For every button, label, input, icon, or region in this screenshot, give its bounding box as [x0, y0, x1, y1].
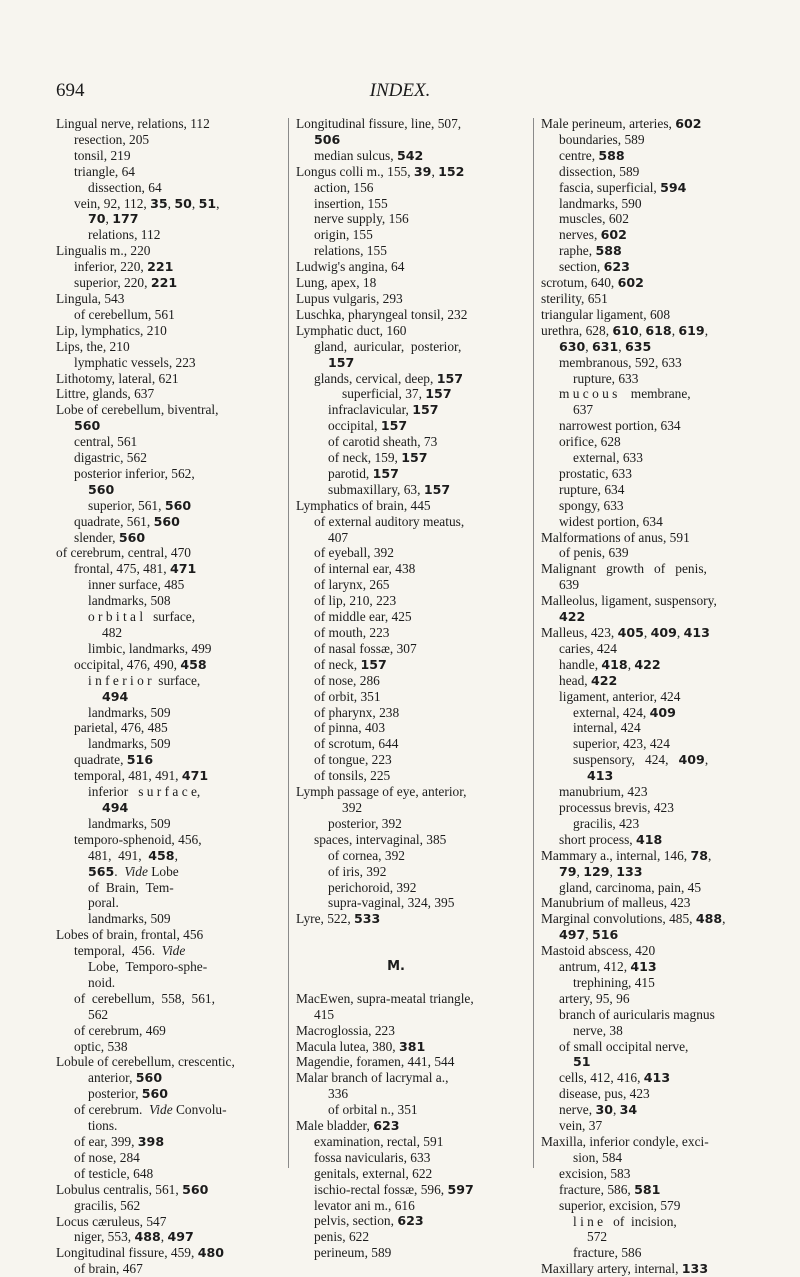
index-subentry: 506 [314, 131, 341, 147]
index-subentry: of cerebrum. Vide Convolu- [74, 1102, 227, 1118]
index-entry: Lung, apex, 18 [296, 275, 377, 291]
index-subentry: i n f e r i o r surface, [88, 672, 201, 688]
index-subentry: orifice, 628 [559, 434, 621, 450]
index-subentry: of eyeball, 392 [314, 545, 394, 561]
index-subentry: dissection, 64 [88, 179, 162, 195]
spacer [296, 943, 526, 959]
index-column-2 [296, 116, 526, 1261]
index-subentry: inferior s u r f a c e, [88, 784, 201, 800]
index-subentry: 494 [102, 799, 129, 815]
index-entry: Locus cæruleus, 547 [56, 1213, 167, 1229]
index-entry: Malleus, 423, 405, 409, 413 [541, 625, 710, 640]
index-subentry: of scrotum, 644 [314, 736, 399, 752]
index-subentry: occipital, 157 [328, 418, 408, 434]
index-subentry: excision, 583 [559, 1165, 631, 1181]
index-subentry: 560 [88, 481, 115, 497]
index-subentry: slender, 560 [74, 529, 146, 545]
index-subentry: anterior, 560 [88, 1070, 163, 1086]
index-subentry: of orbital n., 351 [328, 1102, 418, 1118]
index-subentry: tions. [88, 1118, 118, 1134]
index-subentry: of middle ear, 425 [314, 609, 412, 625]
index-subentry: central, 561 [74, 434, 138, 450]
index-subentry: 482 [102, 625, 123, 640]
index-subentry: landmarks, 508 [88, 593, 171, 609]
index-subentry: gracilis, 423 [573, 815, 640, 831]
index-subentry: posterior inferior, 562, [74, 465, 195, 481]
index-subentry: of small occipital nerve, [559, 1038, 689, 1054]
index-subentry: superficial, 37, 157 [342, 386, 452, 402]
index-subentry: of ear, 399, 398 [74, 1134, 165, 1149]
index-subentry: m u c o u s membrane, [559, 386, 691, 402]
index-entry: Lymphatics of brain, 445 [296, 497, 431, 513]
index-subentry: of neck, 159, 157 [328, 450, 428, 466]
index-column-1 [56, 116, 280, 1277]
index-subentry: 70, 177 [88, 211, 139, 227]
index-subentry: external, 424, 409 [573, 704, 676, 720]
index-subentry: quadrate, 516 [74, 752, 154, 768]
index-subentry: narrowest portion, 634 [559, 418, 681, 434]
index-entry: sterility, 651 [541, 290, 608, 306]
index-subentry: temporo-sphenoid, 456, [74, 831, 202, 847]
index-entry: Macula lutea, 380, 381 [296, 1038, 426, 1054]
index-entry: Ludwig's angina, 64 [296, 259, 405, 275]
index-subentry: nerves, 602 [559, 227, 627, 243]
index-subentry: antrum, 412, 413 [559, 959, 657, 975]
index-subentry: 562 [88, 1006, 109, 1022]
index-entry: Lithotomy, lateral, 621 [56, 370, 179, 386]
index-subentry: membranous, 592, 633 [559, 354, 682, 370]
index-entry: Lobe of cerebellum, biventral, [56, 402, 219, 418]
index-subentry: genitals, external, 622 [314, 1165, 433, 1181]
index-subentry: superior, 423, 424 [573, 736, 670, 752]
index-entry: Lyre, 522, 533 [296, 911, 381, 927]
index-subentry: landmarks, 509 [88, 736, 171, 752]
index-subentry: internal, 424 [573, 720, 641, 736]
index-subentry: of testicle, 648 [74, 1165, 154, 1181]
index-entry: Luschka, pharyngeal tonsil, 232 [296, 306, 468, 322]
index-subentry: of penis, 639 [559, 545, 629, 561]
index-subentry: 336 [328, 1086, 349, 1102]
index-subentry: parotid, 157 [328, 465, 399, 481]
index-subentry: limbic, landmarks, 499 [88, 640, 212, 656]
index-entry: Malleolus, ligament, suspensory, [541, 593, 717, 609]
index-subentry: of cerebrum, 469 [74, 1022, 166, 1038]
index-entry: Lingualis m., 220 [56, 243, 151, 259]
index-subentry: gland, carcinoma, pain, 45 [559, 879, 702, 895]
index-subentry: 560 [74, 418, 101, 434]
index-entry: Mastoid abscess, 420 [541, 943, 656, 959]
index-subentry: median sulcus, 542 [314, 147, 424, 163]
index-subentry: fossa navicularis, 633 [314, 1149, 431, 1165]
index-subentry: superior, 561, 560 [88, 497, 192, 513]
index-subentry: manubrium, 423 [559, 784, 648, 800]
index-entry: Lupus vulgaris, 293 [296, 290, 403, 306]
index-entry: Lymph passage of eye, anterior, [296, 784, 467, 800]
index-subentry: of nasal fossæ, 307 [314, 640, 417, 656]
index-subentry: rupture, 634 [559, 481, 625, 497]
index-subentry: 565. Vide Lobe [88, 863, 179, 879]
index-subentry: of larynx, 265 [314, 577, 390, 593]
index-subentry: gland, auricular, posterior, [314, 338, 462, 354]
index-entry: Lymphatic duct, 160 [296, 322, 407, 338]
index-subentry: of cerebellum, 561 [74, 306, 175, 322]
index-entry: Lips, the, 210 [56, 338, 130, 354]
index-subentry: infraclavicular, 157 [328, 402, 439, 418]
index-subentry: centre, 588 [559, 147, 625, 163]
index-subentry: gracilis, 562 [74, 1197, 141, 1213]
index-subentry: of cornea, 392 [328, 847, 405, 863]
index-subentry: perichoroid, 392 [328, 879, 417, 895]
index-subentry: penis, 622 [314, 1229, 370, 1245]
index-subentry: 630, 631, 635 [559, 338, 652, 354]
index-subentry: of tongue, 223 [314, 752, 392, 768]
index-entry: scrotum, 640, 602 [541, 275, 644, 291]
index-subentry: 392 [342, 799, 363, 815]
index-entry: Marginal convolutions, 485, 488, [541, 911, 726, 927]
index-subentry: raphe, 588 [559, 243, 622, 259]
index-entry: Longitudinal fissure, 459, 480 [56, 1245, 224, 1261]
index-entry: Littre, glands, 637 [56, 386, 155, 402]
index-subentry: 481, 491, 458, [88, 847, 178, 863]
index-subentry: caries, 424 [559, 640, 618, 656]
index-entry: Lobes of brain, frontal, 456 [56, 927, 204, 943]
index-subentry: 637 [573, 402, 594, 418]
index-subentry: 157 [328, 354, 355, 370]
index-subentry: disease, pus, 423 [559, 1086, 650, 1102]
index-entry: Malignant growth of penis, [541, 561, 707, 577]
index-subentry: fracture, 586, 581 [559, 1181, 661, 1197]
index-subentry: nerve supply, 156 [314, 211, 409, 227]
index-subentry: Lobe, Temporo-sphe- [88, 959, 208, 975]
index-subentry: tonsil, 219 [74, 147, 131, 163]
index-subentry: superior, 220, 221 [74, 275, 178, 291]
index-subentry: of nose, 286 [314, 672, 380, 688]
index-entry: Lingula, 543 [56, 290, 125, 306]
index-subentry: 79, 129, 133 [559, 863, 643, 879]
index-subentry: occipital, 476, 490, 458 [74, 656, 207, 672]
index-subentry: ligament, anterior, 424 [559, 688, 681, 704]
index-subentry: fracture, 586 [573, 1245, 642, 1261]
index-column-3 [541, 116, 773, 1277]
index-entry: triangular ligament, 608 [541, 306, 671, 322]
index-subentry: cells, 412, 416, 413 [559, 1070, 671, 1086]
index-subentry: spongy, 633 [559, 497, 624, 513]
index-subentry: l i n e of incision, [573, 1213, 677, 1229]
index-subentry: superior, excision, 579 [559, 1197, 681, 1213]
index-subentry: perineum, 589 [314, 1245, 392, 1261]
index-subentry: action, 156 [314, 179, 374, 195]
index-subentry: prostatic, 633 [559, 465, 632, 481]
index-subentry: of pinna, 403 [314, 720, 386, 736]
index-subentry: temporal, 456. Vide [74, 943, 186, 959]
index-subentry: 494 [102, 688, 129, 704]
running-head: INDEX. [369, 80, 431, 101]
index-subentry: dissection, 589 [559, 163, 640, 179]
index-subentry: 51 [573, 1054, 591, 1070]
index-entry: Lingual nerve, relations, 112 [56, 116, 210, 131]
index-entry: Male bladder, 623 [296, 1118, 400, 1134]
index-entry: Longus colli m., 155, 39, 152 [296, 163, 465, 179]
index-subentry: spaces, intervaginal, 385 [314, 831, 447, 847]
index-subentry: fascia, superficial, 594 [559, 179, 687, 195]
index-subentry: of brain, 467 [74, 1261, 143, 1277]
index-subentry: parietal, 476, 485 [74, 720, 168, 736]
index-subentry: pelvis, section, 623 [314, 1213, 424, 1229]
index-subentry: of lip, 210, 223 [314, 593, 397, 609]
index-subentry: lymphatic vessels, 223 [74, 354, 196, 370]
index-subentry: of tonsils, 225 [314, 768, 391, 784]
index-subentry: insertion, 155 [314, 195, 388, 211]
index-subentry: of external auditory meatus, [314, 513, 465, 529]
index-entry: Manubrium of malleus, 423 [541, 895, 691, 911]
index-subentry: landmarks, 590 [559, 195, 642, 211]
index-subentry: of mouth, 223 [314, 625, 390, 640]
index-subentry: o r b i t a l surface, [88, 609, 196, 625]
index-subentry: rupture, 633 [573, 370, 639, 386]
index-subentry: boundaries, 589 [559, 131, 645, 147]
index-subentry: of pharynx, 238 [314, 704, 400, 720]
index-entry: urethra, 628, 610, 618, 619, [541, 322, 709, 338]
index-subentry: posterior, 560 [88, 1086, 169, 1102]
index-entry: Male perineum, arteries, 602 [541, 116, 702, 131]
index-entry: Malar branch of lacrymal a., [296, 1070, 449, 1086]
index-subentry: submaxillary, 63, 157 [328, 481, 451, 497]
index-subentry: of iris, 392 [328, 863, 387, 879]
index-entry: Longitudinal fissure, line, 507, [296, 116, 462, 131]
index-subentry: section, 623 [559, 259, 630, 275]
index-subentry: vein, 37 [559, 1118, 603, 1134]
index-subentry: of Brain, Tem- [88, 879, 174, 895]
index-entry: of cerebrum, central, 470 [56, 545, 191, 561]
index-subentry: external, 633 [573, 450, 643, 466]
index-subentry: sion, 584 [573, 1149, 623, 1165]
index-subentry: relations, 112 [88, 227, 161, 243]
index-subentry: resection, 205 [74, 131, 150, 147]
index-subentry: artery, 95, 96 [559, 990, 630, 1006]
index-entry: Magendie, foramen, 441, 544 [296, 1054, 455, 1070]
index-subentry: muscles, 602 [559, 211, 629, 227]
index-subentry: of carotid sheath, 73 [328, 434, 438, 450]
section-heading: M. [387, 959, 405, 974]
spacer [296, 927, 526, 943]
index-subentry: levator ani m., 616 [314, 1197, 415, 1213]
index-subentry: poral. [88, 895, 119, 911]
index-subentry: head, 422 [559, 672, 618, 688]
index-subentry: triangle, 64 [74, 163, 135, 179]
index-subentry: examination, rectal, 591 [314, 1133, 444, 1149]
index-subentry: supra-vaginal, 324, 395 [328, 895, 455, 911]
index-subentry: suspensory, 424, 409, [573, 752, 709, 768]
index-subentry: frontal, 475, 481, 471 [74, 561, 197, 577]
index-subentry: of cerebellum, 558, 561, [74, 990, 215, 1006]
index-subentry: origin, 155 [314, 227, 373, 243]
index-subentry: handle, 418, 422 [559, 656, 661, 672]
index-subentry: posterior, 392 [328, 815, 402, 831]
index-subentry: 572 [587, 1229, 608, 1245]
index-subentry: landmarks, 509 [88, 815, 171, 831]
index-entry: Lobulus centralis, 561, 560 [56, 1181, 209, 1197]
index-subentry: 413 [587, 768, 614, 784]
index-entry: Malformations of anus, 591 [541, 529, 690, 545]
index-subentry: widest portion, 634 [559, 513, 663, 529]
index-subentry: quadrate, 561, 560 [74, 513, 180, 529]
index-entry: MacEwen, supra-meatal triangle, [296, 990, 474, 1006]
index-subentry: ischio-rectal fossæ, 596, 597 [314, 1181, 474, 1197]
index-subentry: nerve, 30, 34 [559, 1102, 638, 1118]
index-entry: Maxilla, inferior condyle, exci- [541, 1134, 709, 1149]
index-subentry: 407 [328, 529, 349, 545]
column-rule-right [533, 118, 534, 1168]
index-entry: Lobule of cerebellum, crescentic, [56, 1054, 235, 1070]
index-subentry: processus brevis, 423 [559, 799, 674, 815]
index-subentry: inferior, 220, 221 [74, 259, 174, 275]
index-subentry: 415 [314, 1006, 335, 1022]
index-subentry: noid. [88, 974, 116, 990]
spacer [296, 975, 526, 991]
index-subentry: vein, 92, 112, 35, 50, 51, [74, 195, 220, 211]
index-subentry: glands, cervical, deep, 157 [314, 370, 463, 386]
index-subentry: landmarks, 509 [88, 911, 171, 927]
index-subentry: 639 [559, 577, 580, 593]
index-subentry: short process, 418 [559, 831, 663, 847]
index-subentry: trephining, 415 [573, 974, 655, 990]
index-subentry: 497, 516 [559, 927, 619, 943]
page-number: 694 [56, 80, 85, 101]
index-entry: Maxillary artery, internal, 133 [541, 1261, 709, 1277]
index-subentry: of orbit, 351 [314, 688, 381, 704]
index-subentry: relations, 155 [314, 243, 387, 259]
index-subentry: niger, 553, 488, 497 [74, 1229, 194, 1245]
index-subentry: landmarks, 509 [88, 704, 171, 720]
column-rule-left [288, 118, 289, 1168]
index-subentry: of internal ear, 438 [314, 561, 416, 577]
index-entry: Lip, lymphatics, 210 [56, 322, 167, 338]
index-subentry: temporal, 481, 491, 471 [74, 768, 209, 784]
index-subentry: of nose, 284 [74, 1149, 140, 1165]
index-subentry: nerve, 38 [573, 1022, 623, 1038]
index-entry: Mammary a., internal, 146, 78, [541, 847, 712, 863]
index-subentry: optic, 538 [74, 1038, 128, 1054]
index-subentry: digastric, 562 [74, 450, 147, 466]
index-subentry: inner surface, 485 [88, 577, 185, 593]
index-subentry: 422 [559, 609, 586, 625]
index-subentry: branch of auricularis magnus [559, 1006, 715, 1022]
index-subentry: of neck, 157 [314, 656, 387, 672]
index-entry: Macroglossia, 223 [296, 1022, 395, 1038]
